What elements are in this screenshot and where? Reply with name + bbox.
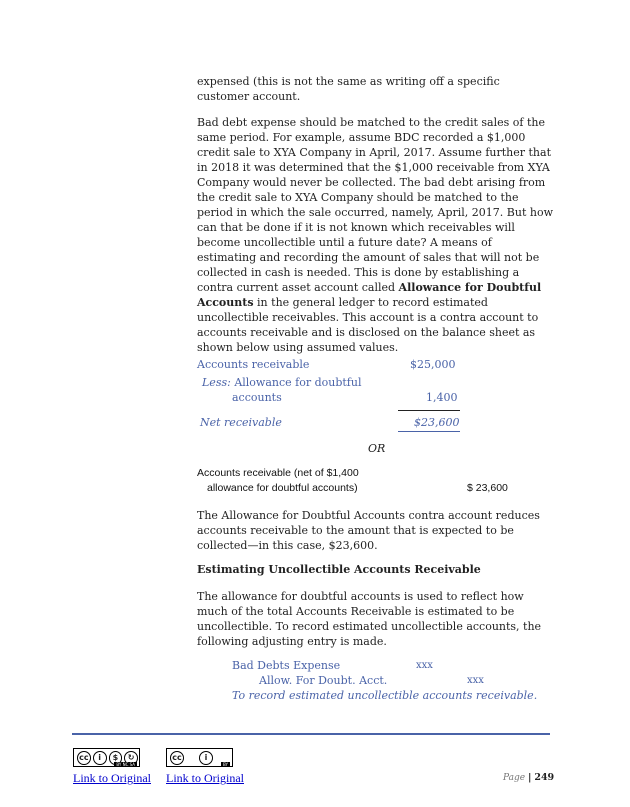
paragraph-continued: expensed (this is not the same as writing off a specific customer account. xyxy=(197,75,500,103)
credit-amount: xxx xyxy=(467,675,484,686)
cc-icon: cc xyxy=(170,751,184,765)
alt-value: $ 23,600 xyxy=(467,482,508,494)
ar-value: $25,000 xyxy=(410,358,456,371)
allowance-label-line2: accounts xyxy=(232,391,282,404)
paragraph-contra: The Allowance for Doubtful Accounts contra account reduces accounts receivable to the amount that is expected to be collected—in this case, $23,600. xyxy=(197,509,540,552)
entry-description: To record estimated uncollectible accounts receivable. xyxy=(232,689,538,702)
paragraph-allowance: The allowance for doubtful accounts is used to reflect how much of the total Accounts Receivable is estimated to be uncollectible. To record estimated uncollectible accounts, the following adjusting entry is made. xyxy=(197,590,542,648)
alt-label-line1: Accounts receivable (net of $1,400 xyxy=(197,467,359,479)
cc-icon: cc xyxy=(77,751,91,765)
page-number xyxy=(503,772,554,783)
link-to-original-1[interactable]: Link to Original xyxy=(73,771,151,785)
attribution-icon: i xyxy=(93,751,107,765)
allowance-value: 1,400 xyxy=(426,391,458,404)
page-number-value: 249 xyxy=(534,772,555,783)
paragraph-bad-debt xyxy=(197,115,553,355)
license-tag: BY NC SA xyxy=(116,762,135,767)
less-label: Less: xyxy=(202,376,231,389)
link-to-original-2[interactable]: Link to Original xyxy=(166,771,244,785)
paragraph-text: in the general ledger to record estimated uncollectible receivables. This account is a contra account to accounts receivable and is disclosed on the balance sheet as shown below using assumed values. xyxy=(197,296,539,354)
credit-account: Allow. For Doubt. Acct. xyxy=(259,674,388,687)
section-heading: Estimating Uncollectible Accounts Receivable xyxy=(197,563,481,576)
paragraph-text: Bad debt expense should be matched to the credit sales of the same period. For example, assume BDC recorded a $1,000 credit sale to XYA Company in April, 2017. Assume further that in 2018 it was determined that the $1,000 receivable from XYA Company would never be collected. The bad debt arising from the credit sale to XYA Company should be matched to the period in which the sale occurred, namely, April, 2017. But how can that be done if it is not known which receivables will become uncollectible until a future date? A means of estimating and recording the amount of sales that will not be collected in cash is needed. This is done by establishing a contra current asset account called xyxy=(197,116,553,294)
license-tag: BY xyxy=(223,762,228,767)
debit-amount: xxx xyxy=(416,660,433,671)
sharealike-icon: ↻ xyxy=(124,751,138,765)
attribution-icon: i xyxy=(199,751,213,765)
debit-account: Bad Debts Expense xyxy=(232,659,341,672)
noncommercial-icon: $ xyxy=(109,751,123,765)
allowance-term: Allowance for Doubtful Accounts xyxy=(197,281,542,309)
page-separator: | xyxy=(527,772,532,783)
allowance-label-text: Allowance for doubtful xyxy=(234,376,362,389)
page-label: Page xyxy=(503,773,526,783)
or-separator: OR xyxy=(368,442,386,455)
allowance-label-line1 xyxy=(202,375,361,390)
net-label: Net receivable xyxy=(200,416,282,429)
cc-by-badge xyxy=(166,748,233,767)
footer-rule xyxy=(72,733,550,735)
subtotal-rule xyxy=(398,410,460,411)
alt-label-line2: allowance for doubtful accounts) xyxy=(207,482,358,494)
net-value: $23,600 xyxy=(414,416,460,429)
cc-by-nc-sa-badge xyxy=(73,748,140,767)
ar-label: Accounts receivable xyxy=(197,358,310,371)
total-underline xyxy=(398,431,460,432)
